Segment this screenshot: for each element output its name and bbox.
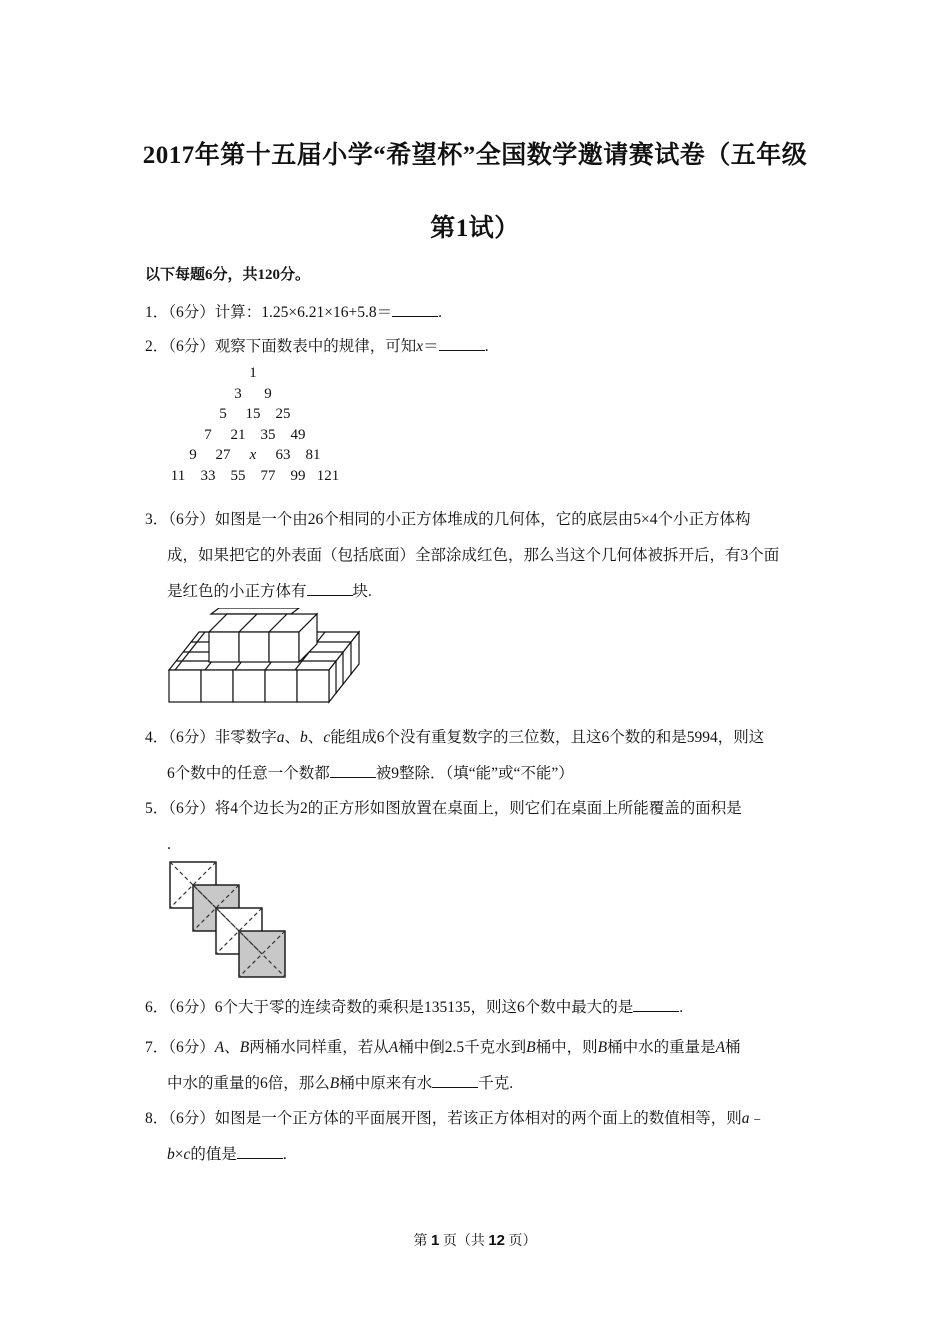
question-6: 6．（6分）6个大于零的连续奇数的乘积是135135，则这6个数中最大的是 . — [145, 999, 684, 1016]
triangle-number: 81 — [305, 447, 321, 463]
triangle-number: 77 — [260, 467, 276, 484]
triangle-number: 55 — [230, 467, 246, 484]
answer-blank[interactable] — [307, 581, 353, 596]
section-intro: 以下每题6分，共120分。 — [145, 267, 311, 283]
question-7: 7．（6分）A、B两桶水同样重，若从A桶中倒2.5千克水到B桶中，则B桶中水的重量是A桶 中水的重量的6倍，那么B桶中原来有水 千克. — [145, 1039, 741, 1092]
cube-stack-figure — [165, 608, 365, 704]
question-5: 5．（6分）将4个边长为2的正方形如图放置在桌面上，则它们在桌面上所能覆盖的面积是 . — [145, 800, 742, 853]
question-3: 3．（6分）如图是一个由26个相同的小正方体堆成的几何体，它的底层由5×4个小正方体构 成，如果把它的外表面（包括底面）全部涂成红色，那么当这个几何体被拆开后，有3个面 是红色的小正方体有 块. — [145, 511, 780, 600]
triangle-number: 7 — [204, 426, 212, 443]
triangle-number: 9 — [264, 385, 272, 402]
triangle-number: 63 — [275, 447, 291, 463]
triangle-number: 33 — [200, 467, 216, 484]
triangle-number: 3 — [234, 385, 242, 402]
answer-blank[interactable] — [237, 1144, 283, 1159]
triangle-number: x — [249, 447, 257, 463]
page-footer: 第 1 页（共 12 页） — [413, 1232, 537, 1249]
triangle-number: 11 — [170, 467, 186, 484]
question-4: 4．（6分）非零数字a、b、c能组成6个没有重复数字的三位数，且这6个数的和是5994，则这 6个数中的任意一个数都 被9整除．（填“能”或“不能”） — [145, 729, 765, 782]
answer-blank[interactable] — [392, 302, 438, 317]
paper-title-line1: 2017年第十五届小学“希望杯”全国数学邀请赛试卷（五年级 — [142, 142, 808, 169]
triangle-number: 27 — [215, 447, 231, 463]
triangle-number: 15 — [245, 406, 261, 422]
paper-title-line2: 第1试） — [430, 215, 520, 242]
triangle-number: 1 — [249, 365, 257, 381]
triangle-number: 99 — [290, 467, 306, 484]
triangle-number: 35 — [260, 426, 276, 443]
question-8: 8．（6分）如图是一个正方体的平面展开图，若该正方体相对的两个面上的数值相等，则a﹣ b×c的值是 . — [145, 1110, 766, 1163]
answer-blank[interactable] — [330, 763, 376, 778]
question-2: 2．（6分）观察下面数表中的规律，可知x＝ . — [145, 338, 489, 355]
answer-blank[interactable] — [633, 997, 679, 1012]
triangle-number: 9 — [189, 447, 197, 463]
question-1: 1．（6分）计算：1.25×6.21×16+5.8＝ . — [145, 304, 442, 321]
triangle-number: 5 — [219, 406, 227, 422]
answer-blank[interactable] — [439, 336, 485, 351]
triangle-number: 21 — [230, 426, 246, 443]
squares-figure — [168, 860, 290, 978]
triangle-number: 49 — [290, 426, 306, 443]
triangle-number: 121 — [316, 467, 340, 484]
answer-blank[interactable] — [432, 1073, 478, 1088]
triangle-number: 25 — [275, 406, 291, 422]
